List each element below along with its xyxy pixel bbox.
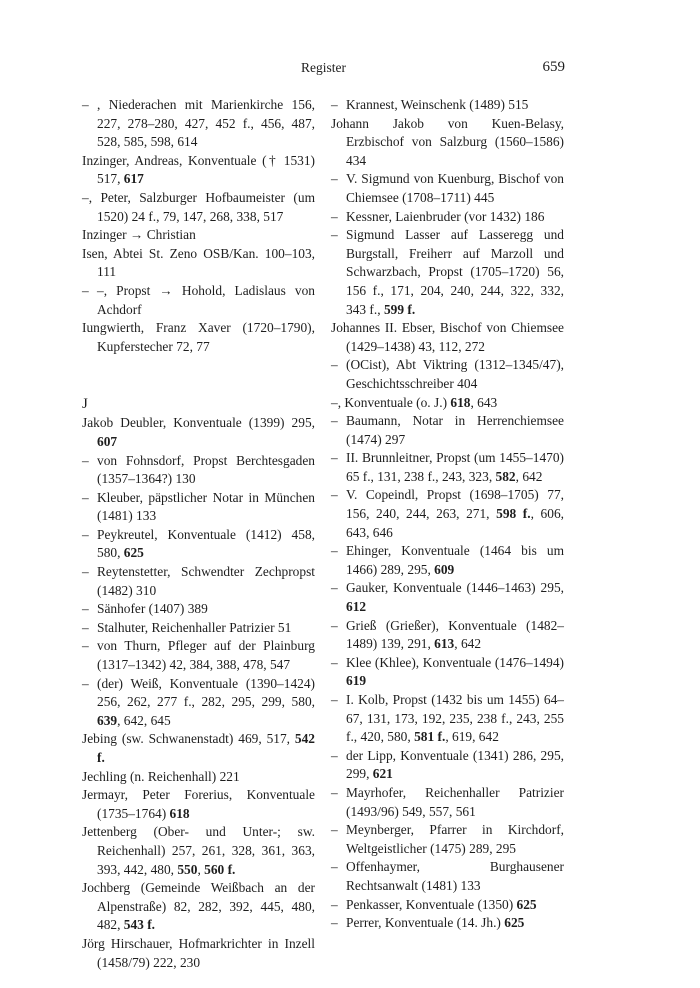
entry-dash: –: [331, 654, 338, 670]
page-ref-bold: 542 f.: [97, 731, 315, 765]
entry-dash: –: [331, 543, 338, 559]
index-subentry: [331, 858, 564, 895]
entry-dash: –: [82, 282, 89, 298]
page-ref-bold: 618: [450, 394, 471, 410]
entry-dash: –: [82, 638, 89, 654]
entry-text: , Niederachen mit Marienkirche 156, 227, 278–280, 427, 452 f., 456, 487, 528, 585, 598, 614: [97, 97, 315, 150]
index-entry: [82, 245, 315, 282]
index-subentry: [331, 170, 564, 207]
entry-dash: –: [331, 915, 338, 931]
entry-text: Sigmund Lasser auf Lasseregg und Burgstall, Freiherr auf Marzoll und Schwarzbach, Propst (1705–1720) 56, 156 f., 171, 204, 240, 244, 322, 332, 343 f.,: [346, 227, 564, 317]
entry-text: V. Copeindl, Propst (1698–1705) 77, 156, 240, 244, 263, 271,: [346, 487, 564, 522]
entry-text: V. Sigmund von Kuenburg, Bischof von Chiemsee (1708–1711) 445: [346, 171, 564, 205]
page-number: 659: [542, 59, 565, 75]
page-ref-bold: 599 f.: [383, 301, 416, 317]
page-ref-bold: 560 f.: [204, 861, 236, 877]
entry-dash: –: [331, 747, 338, 763]
section-gap: [82, 356, 315, 394]
entry-text: Jechling (n. Reichenhall) 221: [82, 768, 240, 784]
entry-text: II. Brunnleitner, Propst (um 1455–1470) 65 f., 131, 238 f., 243, 323,: [346, 450, 564, 484]
index-entry: [82, 152, 315, 189]
entry-dash: –: [82, 601, 89, 617]
page-header: [82, 60, 565, 82]
entry-text: , 642: [454, 636, 482, 652]
index-entry: [82, 414, 315, 451]
entry-dash: –: [331, 487, 338, 503]
index-subentry: [331, 486, 564, 542]
entry-dash: –: [331, 896, 338, 912]
entry-text: Grieß (Grießer), Konventuale (1482–1489) 139, 291,: [346, 617, 564, 652]
page-ref-bold: 625: [123, 545, 144, 561]
entry-text: Baumann, Notar in Herrenchiemsee (1474) 297: [346, 413, 564, 447]
entry-text: , 606, 643, 646: [346, 506, 564, 540]
index-entry: [82, 768, 315, 787]
entry-text: Peykreutel, Konventuale (1412) 458, 580,: [97, 526, 315, 561]
page-ref-bold: 607: [97, 433, 118, 449]
index-subentry: [82, 282, 315, 319]
index-subentry: [331, 617, 564, 654]
entry-text: Isen, Abtei St. Zeno OSB/Kan. 100–103, 111: [82, 245, 315, 280]
entry-text: (der) Weiß, Konventuale (1390–1424) 256, 262, 277 f., 282, 295, 299, 580,: [97, 675, 315, 710]
entry-text: (OCist), Abt Viktring (1312–1345/47), Geschichtsschreiber 404: [346, 357, 564, 391]
entry-text: Jebing (sw. Schwanenstadt) 469, 517,: [82, 731, 295, 747]
entry-text: –, Konventuale (o. J.): [331, 394, 451, 410]
index-entry: [82, 319, 315, 356]
entry-text: , 643: [470, 394, 498, 410]
running-title: Register: [301, 60, 346, 75]
entry-text: , 642, 645: [117, 712, 171, 728]
entry-text: Perrer, Konventuale (14. Jh.): [346, 915, 505, 931]
entry-text: Kleuber, päpstlicher Notar in München (1481) 133: [97, 489, 315, 524]
entry-dash: –: [82, 97, 89, 112]
index-subentry: [331, 579, 564, 616]
entry-text: Gauker, Konventuale (1446–1463) 295,: [346, 580, 564, 596]
index-subentry: [331, 542, 564, 579]
entry-text: Iungwierth, Franz Xaver (1720–1790), Kupferstecher 72, 77: [82, 320, 315, 354]
entry-dash: –: [331, 413, 338, 429]
page-ref-bold: 618: [169, 805, 190, 821]
entry-text: von Fohnsdorf, Propst Berchtesgaden (1357–1364?) 130: [97, 452, 315, 487]
page-ref-bold: 582: [495, 468, 516, 484]
index-entry: [331, 115, 564, 171]
entry-text: Stalhuter, Reichenhaller Patrizier 51: [97, 619, 292, 635]
index-subentry: [331, 747, 564, 784]
entry-text: Jermayr, Peter Forerius, Konventuale (1735–1764): [82, 787, 315, 821]
index-entry: [82, 730, 315, 767]
index-subentry: [82, 619, 315, 638]
entry-dash: –: [331, 784, 338, 800]
entry-dash: –: [331, 692, 338, 707]
entry-dash: –: [82, 526, 89, 542]
entry-text: Klee (Khlee), Konventuale (1476–1494): [346, 654, 564, 670]
index-subentry: [331, 914, 564, 933]
entry-text: Jörg Hirschauer, Hofmarkrichter in Inzell (1458/79) 222, 230: [82, 935, 315, 970]
entry-dash: –: [331, 357, 338, 373]
page-ref-bold: 621: [372, 766, 393, 782]
entry-text: Kessner, Laienbruder (vor 1432) 186: [346, 208, 545, 224]
index-entry: [82, 823, 315, 879]
entry-dash: –: [82, 619, 89, 635]
index-subentry: [331, 654, 564, 691]
entry-text: Jettenberg (Ober- und Unter-; sw. Reichenhall) 257, 261, 328, 361, 363, 393, 442, 480,: [82, 824, 315, 877]
index-column-left: [82, 96, 315, 972]
index-subentry: [331, 821, 564, 858]
entry-text: Sänhofer (1407) 389: [97, 601, 208, 617]
entry-text: Johannes II. Ebser, Bischof von Chiemsee (1429–1438) 43, 112, 272: [331, 320, 564, 354]
index-subentry: [82, 600, 315, 619]
entry-text: J: [82, 396, 88, 413]
index-subentry: [82, 675, 315, 731]
entry-text: Ehinger, Konventuale (1464 bis um 1466) 289, 295,: [346, 543, 564, 577]
entry-text: ,: [197, 861, 205, 877]
entry-dash: –: [82, 564, 89, 580]
entry-dash: –: [331, 822, 338, 838]
entry-dash: –: [331, 859, 338, 875]
index-subentry: [331, 356, 564, 393]
index-subentry: [331, 896, 564, 915]
entry-dash: –: [331, 208, 338, 224]
page-ref-bold: 581 f.: [414, 729, 446, 745]
entry-text: I. Kolb, Propst (1432 bis um 1455) 64–67, 131, 173, 192, 235, 238 f., 243, 255 f., 420, 580,: [346, 692, 564, 745]
index-column-right: [331, 96, 564, 933]
page-ref-bold: 625: [516, 896, 537, 912]
entry-dash: –: [331, 580, 338, 596]
page-ref-bold: 619: [346, 673, 367, 689]
page-ref-bold: 625: [504, 915, 525, 931]
page-ref-bold: 639: [97, 712, 118, 728]
entry-dash: –: [331, 617, 338, 633]
index-subentry: [331, 691, 564, 747]
page-ref-bold: 543 f.: [123, 917, 156, 933]
entry-dash: –: [331, 97, 338, 112]
entry-text: Inzinger → Christian: [82, 227, 196, 243]
index-subentry: [331, 208, 564, 227]
index-subentry: [82, 489, 315, 526]
page-ref-bold: 550: [177, 861, 198, 877]
page-ref-bold: 612: [346, 599, 367, 615]
entry-text: Meynberger, Pfarrer in Kirchdorf, Weltgeistlicher (1475) 289, 295: [346, 822, 564, 856]
entry-text: , 619, 642: [445, 729, 499, 745]
entry-text: von Thurn, Pfleger auf der Plainburg (1317–1342) 42, 384, 388, 478, 547: [97, 638, 315, 673]
index-subentry: [331, 96, 564, 115]
section-letter: [82, 394, 315, 414]
index-subentry: [82, 96, 315, 152]
index-subentry: [331, 449, 564, 486]
entry-text: Inzinger, Andreas, Konventuale († 1531) 517,: [82, 152, 315, 187]
index-entry: [82, 786, 315, 823]
entry-text: Mayrhofer, Reichenhaller Patrizier (1493/96) 549, 557, 561: [346, 784, 564, 819]
entry-text: der Lipp, Konventuale (1341) 286, 295, 299,: [346, 747, 564, 782]
page-ref-bold: 613: [434, 636, 455, 652]
entry-dash: –: [331, 227, 338, 243]
entry-dash: –: [82, 452, 89, 468]
entry-text: Offenhaymer, Burghausener Rechtsanwalt (1481) 133: [346, 859, 564, 893]
entry-text: Jakob Deubler, Konventuale (1399) 295,: [82, 415, 315, 431]
index-entry: [82, 189, 315, 226]
entry-text: Krannest, Weinschenk (1489) 515: [346, 97, 529, 112]
entry-text: Penkasser, Konventuale (1350): [346, 896, 517, 912]
entry-text: Johann Jakob von Kuen-Belasy, Erzbischof von Salzburg (1560–1586) 434: [331, 115, 564, 168]
index-subentry: [331, 412, 564, 449]
page-ref-bold: 598 f.: [496, 506, 531, 522]
entry-text: –, Peter, Salzburger Hofbaumeister (um 1520) 24 f., 79, 147, 268, 338, 517: [82, 189, 315, 224]
index-subentry: [82, 637, 315, 674]
entry-dash: –: [331, 450, 338, 466]
entry-dash: –: [82, 675, 89, 691]
index-subentry: [331, 784, 564, 821]
entry-dash: –: [82, 489, 89, 505]
index-entry: [82, 879, 315, 935]
entry-text: , 642: [515, 468, 543, 484]
entry-text: Jochberg (Gemeinde Weißbach an der Alpenstraße) 82, 282, 392, 445, 480, 482,: [82, 880, 315, 933]
page-ref-bold: 609: [434, 561, 455, 577]
index-subentry: [82, 526, 315, 563]
page-ref-bold: 617: [123, 171, 144, 187]
entry-dash: –: [331, 171, 338, 187]
index-entry: [82, 226, 315, 245]
index-entry: [331, 319, 564, 356]
index-subentry: [82, 452, 315, 489]
index-entry: [331, 394, 564, 413]
entry-text: Reytenstetter, Schwendter Zechpropst (1482) 310: [97, 564, 315, 598]
index-entry: [82, 935, 315, 972]
index-subentry: [82, 563, 315, 600]
index-subentry: [331, 226, 564, 319]
entry-text: –, Propst → Hohold, Ladislaus von Achdorf: [97, 282, 315, 317]
